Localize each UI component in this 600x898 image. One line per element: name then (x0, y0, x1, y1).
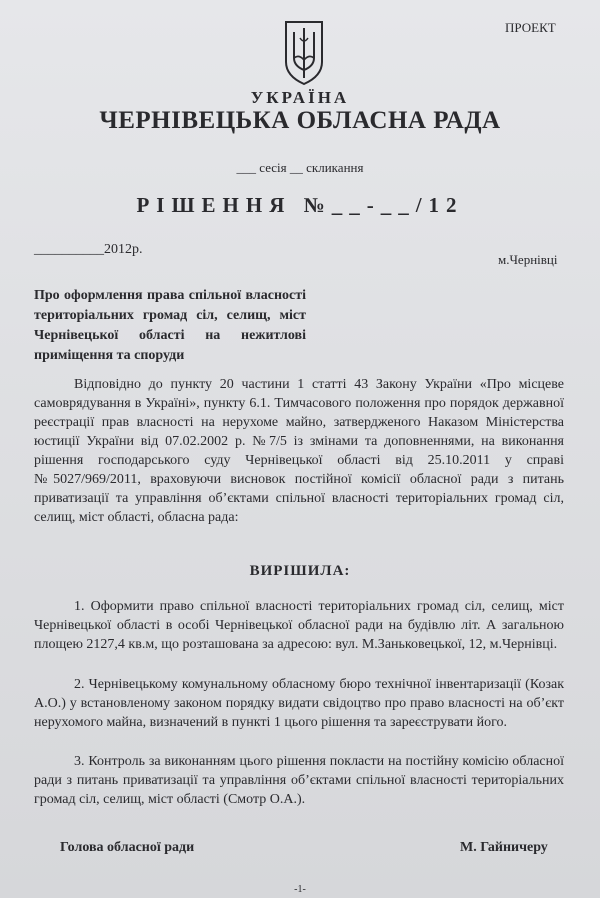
decision-city: м.Чернівці (498, 252, 558, 267)
decision-date: __________2012р. (34, 242, 143, 257)
resolution-item-2: 2. Чернівецькому комунальному обласному бюро технічної інвентаризації (Козак А.О.) у встановленому законом порядку видати свідоцтво про право власності на об’єкт нерухомого майна, визначений в пункті 1 цього рішення та зареєструвати його. (34, 677, 564, 730)
session-line: ___ сесія __ скликання (236, 160, 364, 175)
page-number: -1- (294, 884, 306, 895)
signatory-name: М. Гайничеру (460, 840, 548, 855)
decision-subject: Про оформлення права спільної власності територіальних громад сіл, селищ, міст Чернівецької області на нежитлові приміщення та споруди (34, 288, 306, 363)
coat-of-arms-icon (282, 18, 326, 88)
decision-title: РІШЕННЯ №__-__/12 (136, 193, 464, 217)
draft-label: ПРОЕКТ (505, 20, 556, 35)
signatory-position: Голова обласної ради (60, 840, 195, 855)
council-name: ЧЕРНІВЕЦЬКА ОБЛАСНА РАДА (99, 107, 501, 134)
resolution-item-3: 3. Контроль за виконанням цього рішення покласти на постійну комісію обласної ради з питань приватизації та управління об’єктами спільної власності територіальних громад сіл, селищ, міст області (Смотр О.А.). (34, 754, 564, 807)
resolved-heading: ВИРІШИЛА: (249, 563, 351, 579)
intro-paragraph: Відповідно до пункту 20 частини 1 статті 43 Закону України «Про місцеве самоврядування в Україні», пункту 6.1. Тимчасового положення про порядок державної реєстрації прав власності на нерухоме майно, затвердженого Наказом Міністерства юстиції України від 07.02.2002 р. №7/5 із змінами та доповненнями, на виконання рішення господарського суду Чернівецької області від 25.10.2011 у справі №5027/969/2011, враховуючи висновок постійної комісії обласної ради з питань приватизації та управління об’єктами спільної власності територіальних громад сіл, селищ, міст області, обласна рада: (34, 377, 564, 525)
resolution-item-1: 1. Оформити право спільної власності територіальних громад сіл, селищ, міст Чернівецької області в особі Чернівецької обласної ради на будівлю літ. А загальною площею 2127,4 кв.м, що розташована за адресою: вул. М.Заньковецької, 12, м.Чернівці. (34, 599, 564, 652)
country-name: УКРАЇНА (250, 88, 350, 107)
